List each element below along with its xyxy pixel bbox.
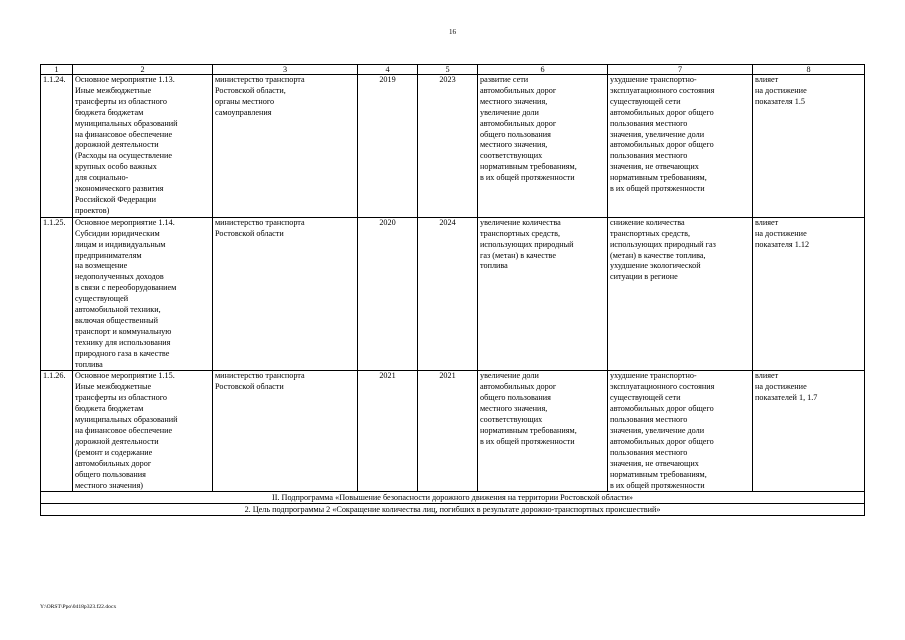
file-path-footer: Y:\ORST\Ppo\0418p323.f22.docx bbox=[40, 604, 117, 610]
header-cell: 4 bbox=[358, 65, 418, 75]
row-code: 1.1.25. bbox=[41, 217, 73, 371]
subprogram-title-row bbox=[41, 492, 865, 504]
expected-result: развитие сети автомобильных дорог местного значения, увеличение доли автомобильных дорог общего пользования местного значения, соответствующих нормативным требованиям, в их общей протяженности bbox=[478, 75, 608, 218]
header-row bbox=[41, 65, 865, 75]
measures-table bbox=[40, 64, 865, 516]
header-cell: 7 bbox=[608, 65, 753, 75]
indicator-link: влияет на достижение показателя 1.5 bbox=[753, 75, 865, 218]
header-cell: 2 bbox=[73, 65, 213, 75]
end-year: 2023 bbox=[418, 75, 478, 218]
end-year: 2024 bbox=[418, 217, 478, 371]
start-year: 2019 bbox=[358, 75, 418, 218]
expected-result: увеличение количества транспортных средств, использующих природный газ (метан) в качестве топлива bbox=[478, 217, 608, 371]
header-cell: 5 bbox=[418, 65, 478, 75]
page-number: 16 bbox=[449, 28, 456, 36]
table-row bbox=[41, 371, 865, 492]
header-cell: 1 bbox=[41, 65, 73, 75]
end-year: 2021 bbox=[418, 371, 478, 492]
measure-name: Основное мероприятие 1.14. Субсидии юридическим лицам и индивидуальным предпринимателям на возмещение недополученных доходов в связи с переоборудованием существующей автомобильной техники, включая общественный транспорт и коммунальную технику для использования природного газа в качестве топлива bbox=[73, 217, 213, 371]
start-year: 2020 bbox=[358, 217, 418, 371]
measure-name: Основное мероприятие 1.15. Иные межбюджетные трансферты из областного бюджета бюджетам муниципальных образований на финансовое обеспечение дорожной деятельности (ремонт и содержание автомобильных дорог общего пользования местного значения) bbox=[73, 371, 213, 492]
executor: министерство транспорта Ростовской области bbox=[213, 217, 358, 371]
row-code: 1.1.26. bbox=[41, 371, 73, 492]
row-code: 1.1.24. bbox=[41, 75, 73, 218]
subprogram-goal-row bbox=[41, 504, 865, 516]
header-cell: 3 bbox=[213, 65, 358, 75]
non-implementation-consequence: снижение количества транспортных средств, использующих природный газ (метан) в качестве топлива, ухудшение экологической ситуации в регионе bbox=[608, 217, 753, 371]
table-row bbox=[41, 217, 865, 371]
measure-name: Основное мероприятие 1.13. Иные межбюджетные трансферты из областного бюджета бюджетам муниципальных образований на финансовое обеспечение дорожной деятельности (Расходы на осуществление крупных особо важных для социально- экономического развития Российской Федерации проектов) bbox=[73, 75, 213, 218]
executor: министерство транспорта Ростовской области, органы местного самоуправления bbox=[213, 75, 358, 218]
indicator-link: влияет на достижение показателей 1, 1.7 bbox=[753, 371, 865, 492]
non-implementation-consequence: ухудшение транспортно- эксплуатационного состояния существующей сети автомобильных дорог общего пользования местного значения, увеличение доли автомобильных дорог общего пользования местного значения, не отвечающих нормативным требованиям, в их общей протяженности bbox=[608, 75, 753, 218]
subprogram-goal: 2. Цель подпрограммы 2 «Сокращение количества лиц, погибших в результате дорожно-транспортных происшествий» bbox=[41, 504, 865, 516]
indicator-link: влияет на достижение показателя 1.12 bbox=[753, 217, 865, 371]
header-cell: 8 bbox=[753, 65, 865, 75]
executor: министерство транспорта Ростовской области bbox=[213, 371, 358, 492]
expected-result: увеличение доли автомобильных дорог общего пользования местного значения, соответствующих нормативным требованиям, в их общей протяженности bbox=[478, 371, 608, 492]
subprogram-title: II. Подпрограмма «Повышение безопасности дорожного движения на территории Ростовской области» bbox=[41, 492, 865, 504]
start-year: 2021 bbox=[358, 371, 418, 492]
table-row bbox=[41, 75, 865, 218]
header-cell: 6 bbox=[478, 65, 608, 75]
non-implementation-consequence: ухудшение транспортно- эксплуатационного состояния существующей сети автомобильных дорог общего пользования местного значения, увеличение доли автомобильных дорог общего пользования местного значения, не отвечающих нормативным требованиям, в их общей протяженности bbox=[608, 371, 753, 492]
